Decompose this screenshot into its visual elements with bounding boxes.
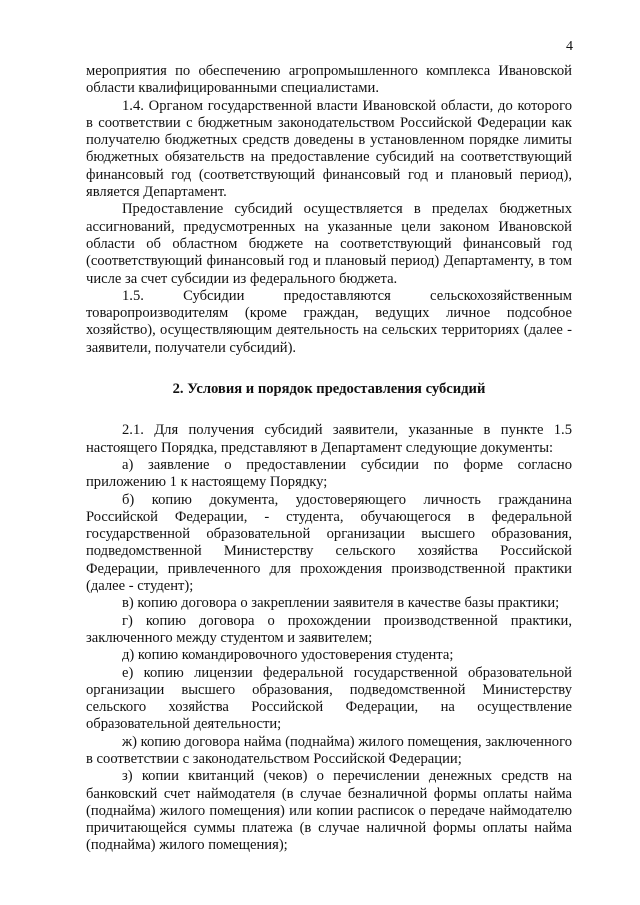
list-item-a: а) заявление о предоставлении субсидии по форме согласно приложению 1 к настоящему Порядку; [86, 456, 572, 491]
paragraph-2-1: 2.1. Для получения субсидий заявители, указанные в пункте 1.5 настоящего Порядка, представляют в Департамент следующие документы: [86, 422, 572, 456]
list-item-d: д) копию командировочного удостоверения студента; [122, 647, 454, 664]
paragraph-subsidy-provision: Предоставление субсидий осуществляется в пределах бюджетных ассигнований, предусмотренных на указанные цели законом Ивановской области об областном бюджете на соответствующий финансовый год (соответствующий финансовый год и плановый период) Департаменту, в том числе за счет субсидии из федерального бюджета. [86, 201, 572, 287]
list-item-v: в) копию договора о закреплении заявителя в качестве базы практики; [122, 595, 560, 612]
list-item-g: г) копию договора о прохождении производственной практики, заключенного между студентом и заявителем; [86, 612, 572, 646]
page-number: 4 [566, 39, 573, 54]
list-item-e: е) копию лицензии федеральной государственной образовательной организации высшего образования, подведомственной Министерству сельского хозяйства Российской Федерации, на осуществление образовательной деятельности; [86, 664, 572, 733]
document-body [86, 63, 572, 855]
paragraph-continuation: мероприятия по обеспечению агропромышленного комплекса Ивановской области квалифицированными специалистами. [86, 63, 572, 97]
section-heading: 2. Условия и порядок предоставления субсидий [172, 381, 486, 398]
paragraph-1-4: 1.4. Органом государственной власти Ивановской области, до которого в соответствии с бюджетным законодательством Российской Федерации как получателю бюджетных средств доведены в установленном порядке лимиты бюджетных обязательств на предоставление субсидий на соответствующий финансовый год (соответствующий финансовый год и плановый период), является Департамент. [86, 97, 572, 201]
list-item-b: б) копию документа, удостоверяющего личность гражданина Российской Федерации, - студента, обучающегося в федеральной государственной образовательной организации высшего образования, подведомственной Министерству сельского хозяйства Российской Федерации, привлеченного для прохождения производственной практики (далее - студент); [86, 491, 572, 595]
paragraph-1-5: 1.5. Субсидии предоставляются сельскохозяйственным товаропроизводителям (кроме граждан, ведущих личное подсобное хозяйство), осуществляющим деятельность на сельских территориях (далее - заявители, получатели субсидий). [86, 287, 572, 356]
list-item-zh: ж) копию договора найма (поднайма) жилого помещения, заключенного в соответствии с законодательством Российской Федерации; [86, 733, 572, 767]
list-item-z: з) копии квитанций (чеков) о перечислении денежных средств на банковский счет наймодателя (в случае безналичной формы оплаты найма (поднайма) жилого помещения) или копии расписок о передаче наймодателю причитающейся суммы платежа (в случае наличной формы оплаты найма (поднайма) жилого помещения); [86, 768, 572, 854]
